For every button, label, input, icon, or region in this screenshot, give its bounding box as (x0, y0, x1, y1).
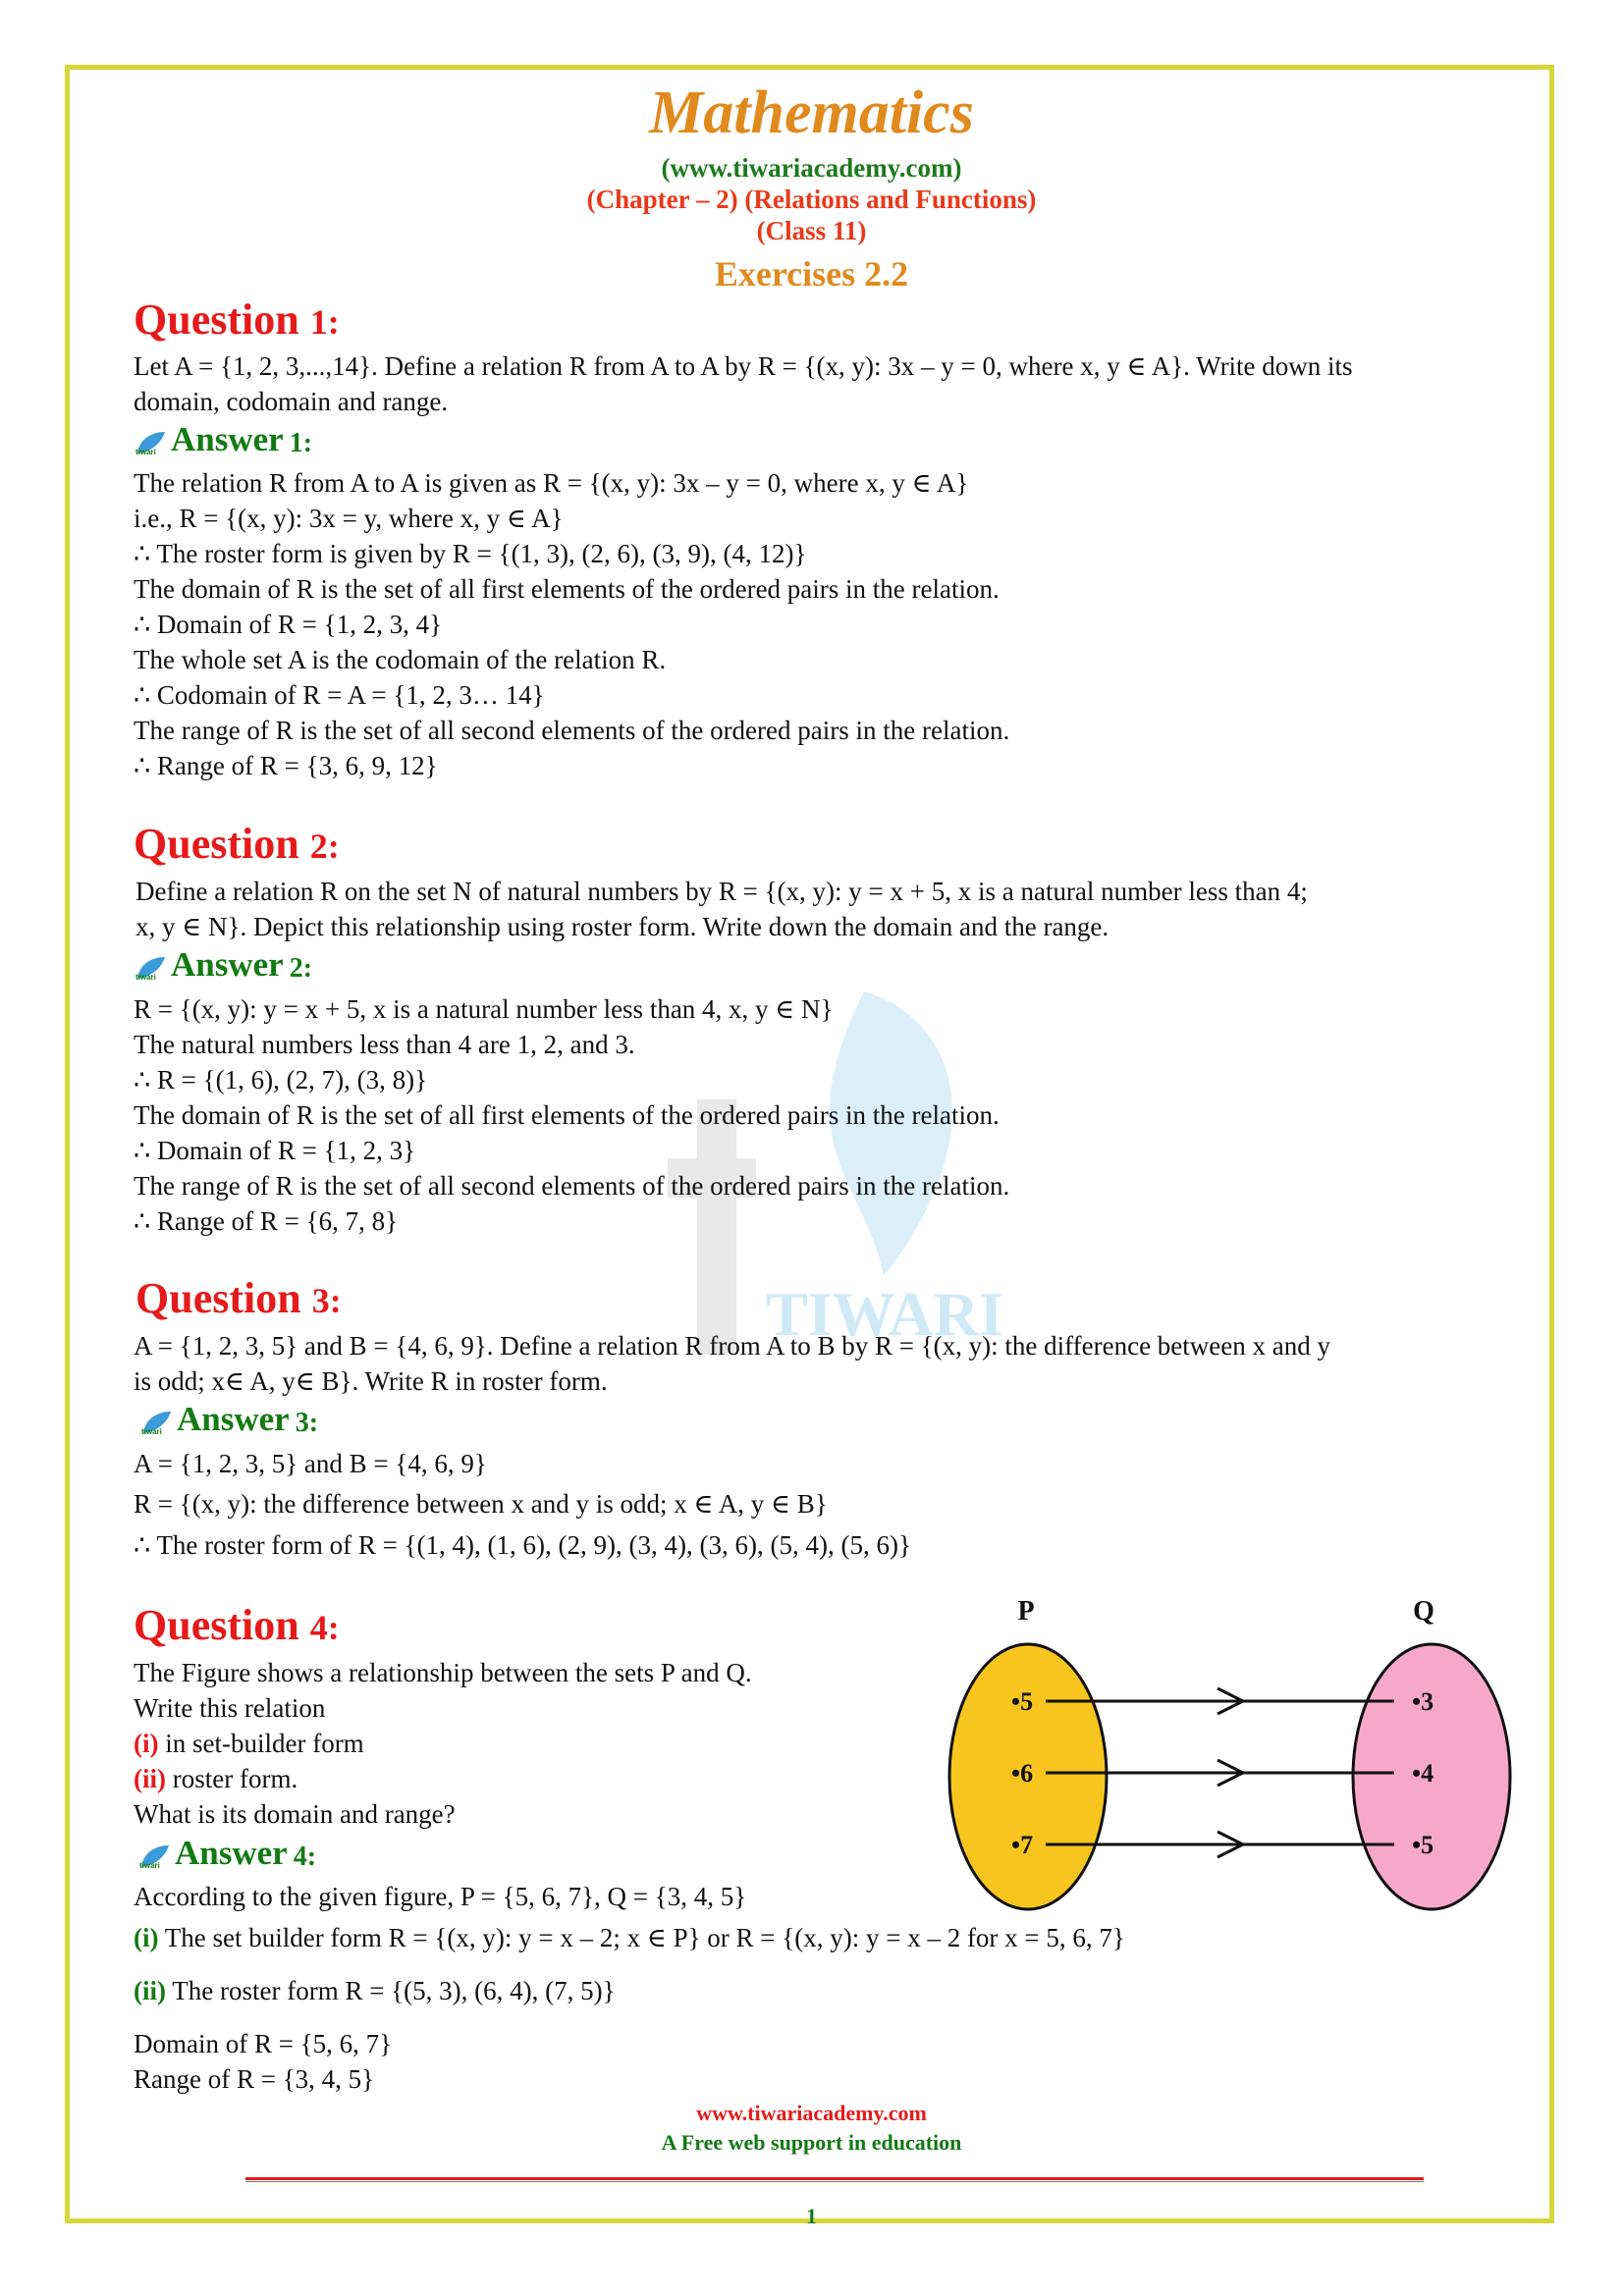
set-q-item: •5 (1412, 1831, 1434, 1859)
set-p-item: •6 (1011, 1759, 1034, 1788)
set-p-label: P (1017, 1596, 1035, 1627)
svg-text:tiwari: tiwari (141, 1427, 162, 1435)
question-1-heading: Question 1: (134, 295, 340, 344)
relation-arrow-diagram (933, 1590, 1522, 1914)
set-q-label: Q (1413, 1596, 1434, 1627)
answer-1-heading: tiwari Answer 1: (135, 420, 313, 458)
answer-4-range: Range of R = {3, 4, 5} (134, 2064, 375, 2094)
answer-2-line: The range of R is the set of all second elements of the ordered pairs in the relation. (134, 1171, 1010, 1201)
answer-1-line: ∴ Codomain of R = A = {1, 2, 3… 14} (134, 680, 545, 710)
question-2-line: x, y ∈ N}. Depict this relationship using roster form. Write down the domain and the range. (135, 912, 1109, 941)
watermark-brand: TIWARI (766, 1279, 1003, 1349)
answer-2-line: ∴ Range of R = {6, 7, 8} (134, 1206, 399, 1236)
footer-divider (245, 2177, 1424, 2180)
question-4-line: Write this relation (134, 1693, 326, 1723)
leaf-icon (139, 1410, 173, 1435)
leaf-icon (134, 955, 167, 981)
page-number: 1 (806, 2204, 817, 2228)
answer-1-line: The whole set A is the codomain of the relation R. (134, 645, 667, 674)
answer-4-heading: tiwari Answer 4: (139, 1834, 317, 1872)
footer-tagline: A Free web support in education (661, 2130, 962, 2155)
question-4-part-ii: (ii) roster form. (134, 1764, 298, 1793)
question-3-line: A = {1, 2, 3, 5} and B = {4, 6, 9}. Define a relation R from A to B by R = {(x, y): the difference between x and y (134, 1331, 1330, 1361)
question-4-line: The Figure shows a relationship between the sets P and Q. (134, 1658, 752, 1687)
question-2-line: Define a relation R on the set N of natural numbers by R = {(x, y): y = x + 5, x is a natural number less than 4; (135, 877, 1308, 906)
set-q-item: •3 (1412, 1687, 1434, 1716)
question-1-line: domain, codomain and range. (134, 387, 449, 416)
answer-4-line: According to the given figure, P = {5, 6, 7}, Q = {3, 4, 5} (134, 1882, 747, 1911)
answer-2-line: R = {(x, y): y = x + 5, x is a natural number less than 4, x, y ∈ N} (134, 994, 834, 1024)
page-title: Mathematics (649, 80, 974, 146)
question-3-heading: Question 3: (135, 1274, 342, 1322)
answer-1-line: ∴ Range of R = {3, 6, 9, 12} (134, 751, 438, 780)
set-q-item: •4 (1412, 1759, 1434, 1788)
answer-1-line: ∴ The roster form is given by R = {(1, 3), (2, 6), (3, 9), (4, 12)} (134, 539, 807, 568)
leaf-icon (134, 430, 167, 455)
answer-1-line: The range of R is the set of all second elements of the ordered pairs in the relation. (134, 716, 1010, 745)
svg-text:tiwari: tiwari (139, 1861, 160, 1869)
answer-1-line: ∴ Domain of R = {1, 2, 3, 4} (134, 610, 443, 639)
answer-3-line: A = {1, 2, 3, 5} and B = {4, 6, 9} (134, 1449, 487, 1478)
footer-divider-thin (245, 2181, 1424, 2182)
question-3-line: is odd; x∈ A, y∈ B}. Write R in roster form. (134, 1366, 608, 1396)
question-4-ask: What is its domain and range? (134, 1799, 456, 1829)
answer-2-line: ∴ Domain of R = {1, 2, 3} (134, 1136, 416, 1165)
answer-3-line: ∴ The roster form of R = {(1, 4), (1, 6), (2, 9), (3, 4), (3, 6), (5, 4), (5, 6)} (134, 1530, 911, 1560)
answer-2-line: ∴ R = {(1, 6), (2, 7), (3, 8)} (134, 1065, 428, 1095)
answer-4-part-ii: (ii) The roster form R = {(5, 3), (6, 4), (7, 5)} (134, 1976, 616, 2005)
footer-site-link[interactable]: www.tiwariacademy.com (696, 2101, 927, 2125)
answer-4-part-i: (i) The set builder form R = {(x, y): y = x – 2; x ∈ P} or R = {(x, y): y = x – 2 for x = 5, 6, 7} (134, 1923, 1125, 1952)
answer-1-line: The relation R from A to A is given as R = {(x, y): 3x – y = 0, where x, y ∈ A} (134, 468, 969, 498)
exercise-title: Exercises 2.2 (714, 254, 909, 294)
answer-1-line: The domain of R is the set of all first elements of the ordered pairs in the relation. (134, 574, 1000, 604)
svg-text:tiwari: tiwari (135, 973, 156, 981)
answer-4-domain: Domain of R = {5, 6, 7} (134, 2029, 393, 2058)
answer-3-heading: tiwari Answer 3: (141, 1400, 319, 1438)
question-4-heading: Question 4: (134, 1601, 340, 1649)
answer-2-line: The natural numbers less than 4 are 1, 2, and 3. (134, 1030, 635, 1059)
header-site[interactable]: (www.tiwariacademy.com) (661, 153, 962, 183)
answer-2-line: The domain of R is the set of all first elements of the ordered pairs in the relation. (134, 1100, 1000, 1130)
header-class: (Class 11) (756, 216, 867, 245)
leaf-icon (137, 1843, 171, 1869)
question-1-line: Let A = {1, 2, 3,...,14}. Define a relation R from A to A by R = {(x, y): 3x – y = 0, where x, y ∈ A}. Write down its (134, 351, 1353, 381)
set-p-item: •7 (1011, 1831, 1034, 1859)
answer-3-line: R = {(x, y): the difference between x and y is odd; x ∈ A, y ∈ B} (134, 1489, 828, 1519)
answer-2-heading: tiwari Answer 2: (135, 945, 313, 984)
question-2-heading: Question 2: (134, 820, 340, 868)
header-chapter: (Chapter – 2) (Relations and Functions) (586, 185, 1037, 214)
svg-text:tiwari: tiwari (135, 448, 156, 455)
question-4-part-i: (i) in set-builder form (134, 1729, 364, 1758)
set-p-item: •5 (1011, 1687, 1034, 1716)
answer-1-line: i.e., R = {(x, y): 3x = y, where x, y ∈ A} (134, 504, 564, 533)
